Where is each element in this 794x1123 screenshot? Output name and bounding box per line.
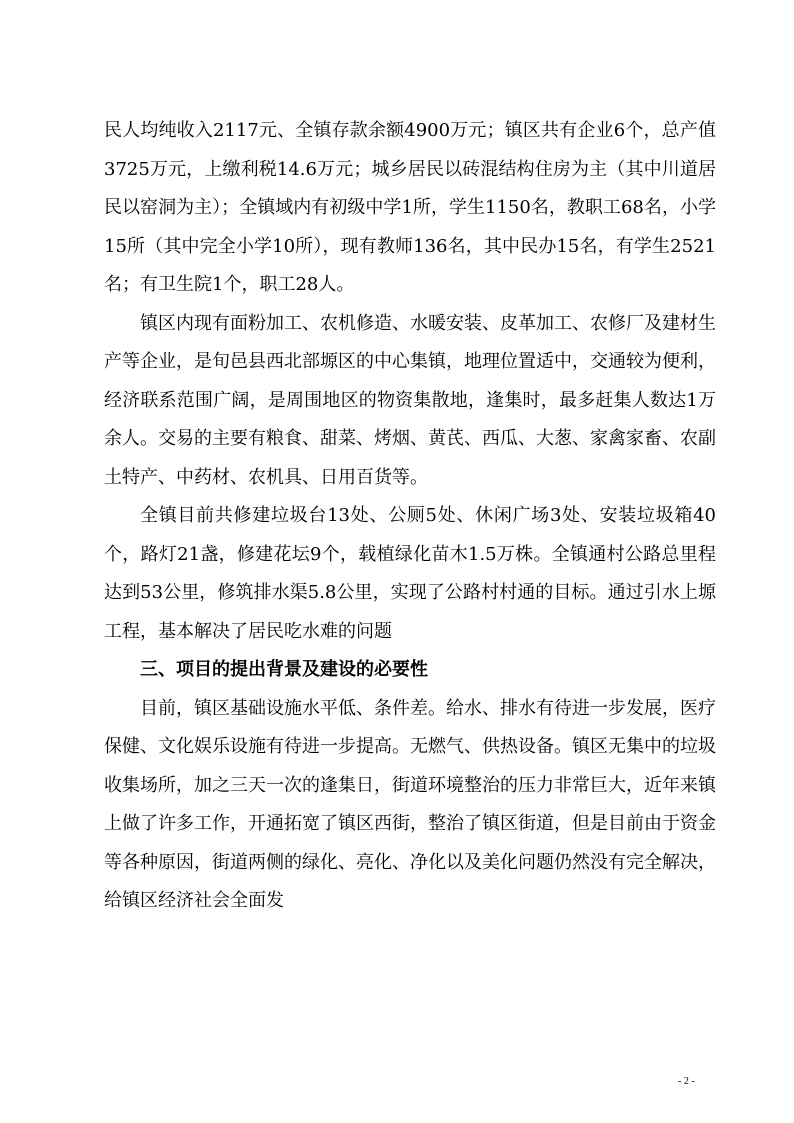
- paragraph-background: 目前，镇区基础设施水平低、条件差。给水、排水有待进一步发展，医疗保健、文化娱乐设施有待进一步提高。无燃气、供热设备。镇区无集中的垃圾收集场所，加之三天一次的逢集日，街道环境整治的压力非常巨大，近年来镇上做了许多工作，开通拓宽了镇区西街，整治了镇区街道，但是目前由于资金等各种原因，街道两侧的绿化、亮化、净化以及美化问题仍然没有完全解决，给镇区经济社会全面发: [104, 697, 716, 911]
- page-number: - 2 -: [678, 1076, 695, 1087]
- paragraph-town-enterprises: 镇区内现有面粉加工、农机修造、水暖安装、皮革加工、农修厂及建材生产等企业，是旬邑县西北部塬区的中心集镇，地理位置适中，交通较为便利，经济联系范围广阔，是周围地区的物资集散地，逢集时，最多赶集人数达1万余人。交易的主要有粮食、甜菜、烤烟、黄芪、西瓜、大葱、家禽家畜、农副土特产、中药材、农机具、日用百货等。: [104, 312, 716, 488]
- paragraph-continued: 民人均纯收入2117元、全镇存款余额4900万元；镇区共有企业6个，总产值3725万元，上缴利税14.6万元；城乡居民以砖混结构住房为主（其中川道居民以窑洞为主）；全镇域内有初级中学1所，学生1150名，教职工68名，小学15所（其中完全小学10所），现有教师136名，其中民办15名，有学生2521名；有卫生院1个，职工28人。: [104, 120, 716, 295]
- document-body: [104, 112, 716, 921]
- section-heading: 三、项目的提出背景及建设的必要性: [140, 659, 428, 680]
- paragraph-town-facilities: 全镇目前共修建垃圾台13处、公厕5处、休闲广场3处、安装垃圾箱40个，路灯21盏，修建花坛9个，载植绿化苗木1.5万株。全镇通村公路总里程达到53公里，修筑排水渠5.8公里，实现了公路村村通的目标。通过引水上塬工程，基本解决了居民吃水难的问题: [104, 505, 716, 642]
